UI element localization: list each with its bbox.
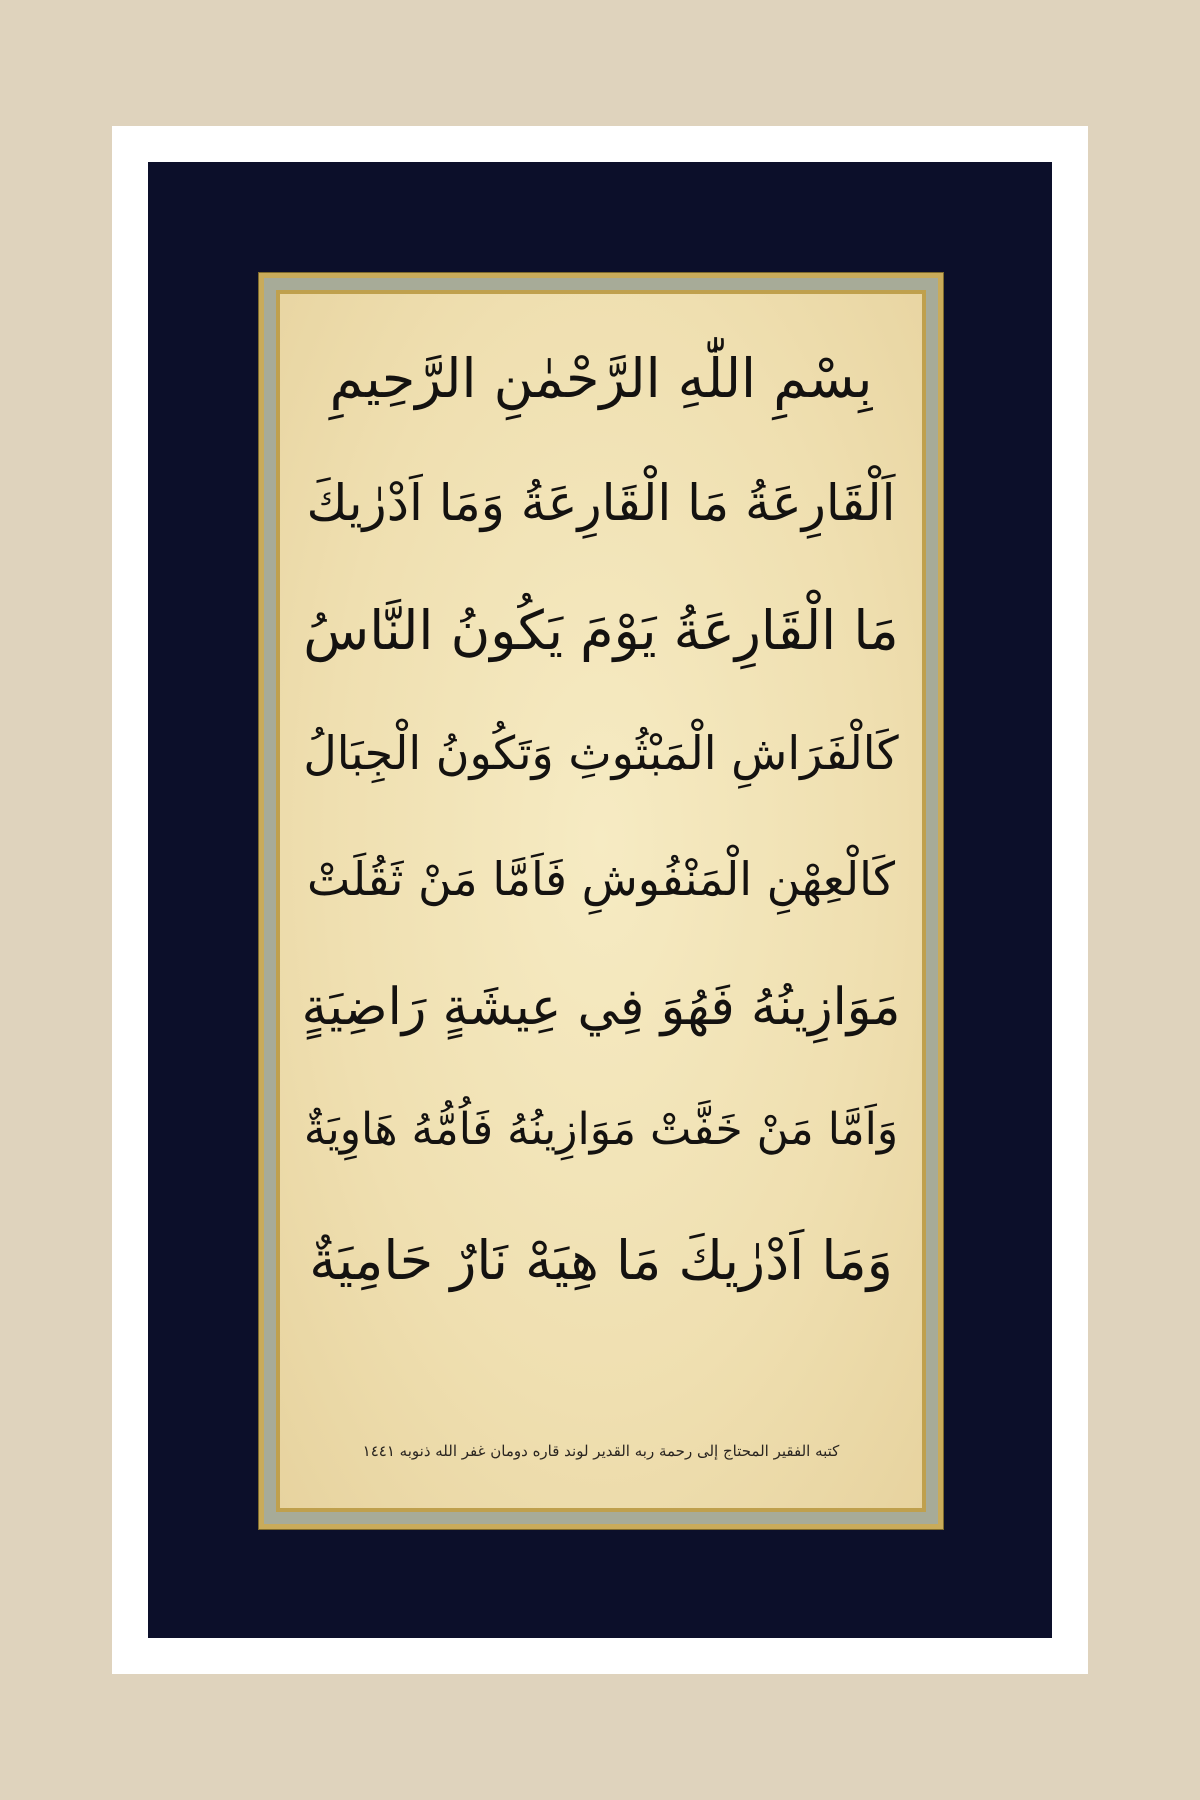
calligraphy-line-7: وَاَمَّا مَنْ خَفَّتْ مَوَازِينُهُ فَاُمُّهُ هَاوِيَةٌ [303,1104,899,1155]
calligraphy-line-6: مَوَازِينُهُ فَهُوَ فِي عِيشَةٍ رَاضِيَةٍ [301,978,901,1037]
calligraphy-line-4: كَالْفَرَاشِ الْمَبْثُوثِ وَتَكُونُ الْجِبَالُ [303,726,899,780]
calligraphy-line-8: وَمَا اَدْرٰيكَ مَا هِيَهْ نَارٌ حَامِيَةٌ [309,1229,893,1292]
calligraphy-line-3: مَا الْقَارِعَةُ يَوْمَ يَكُونُ النَّاسُ [303,599,899,662]
colophon-signature: كتبه الفقير المحتاج إلى رحمة ربه القدير لوند قاره دومان غفر الله ذنوبه ١٤٤١ [362,1442,840,1460]
calligraphy-line-1: بِسْمِ اللّٰهِ الرَّحْمٰنِ الرَّحِيمِ [329,347,873,410]
calligraphy-line-2: اَلْقَارِعَةُ مَا الْقَارِعَةُ وَمَا اَدْرٰيكَ [306,474,896,532]
aherli-paper-panel [280,294,922,1508]
calligraphy-line-5: كَالْعِهْنِ الْمَنْفُوشِ فَاَمَّا مَنْ ثَقُلَتْ [306,852,896,906]
